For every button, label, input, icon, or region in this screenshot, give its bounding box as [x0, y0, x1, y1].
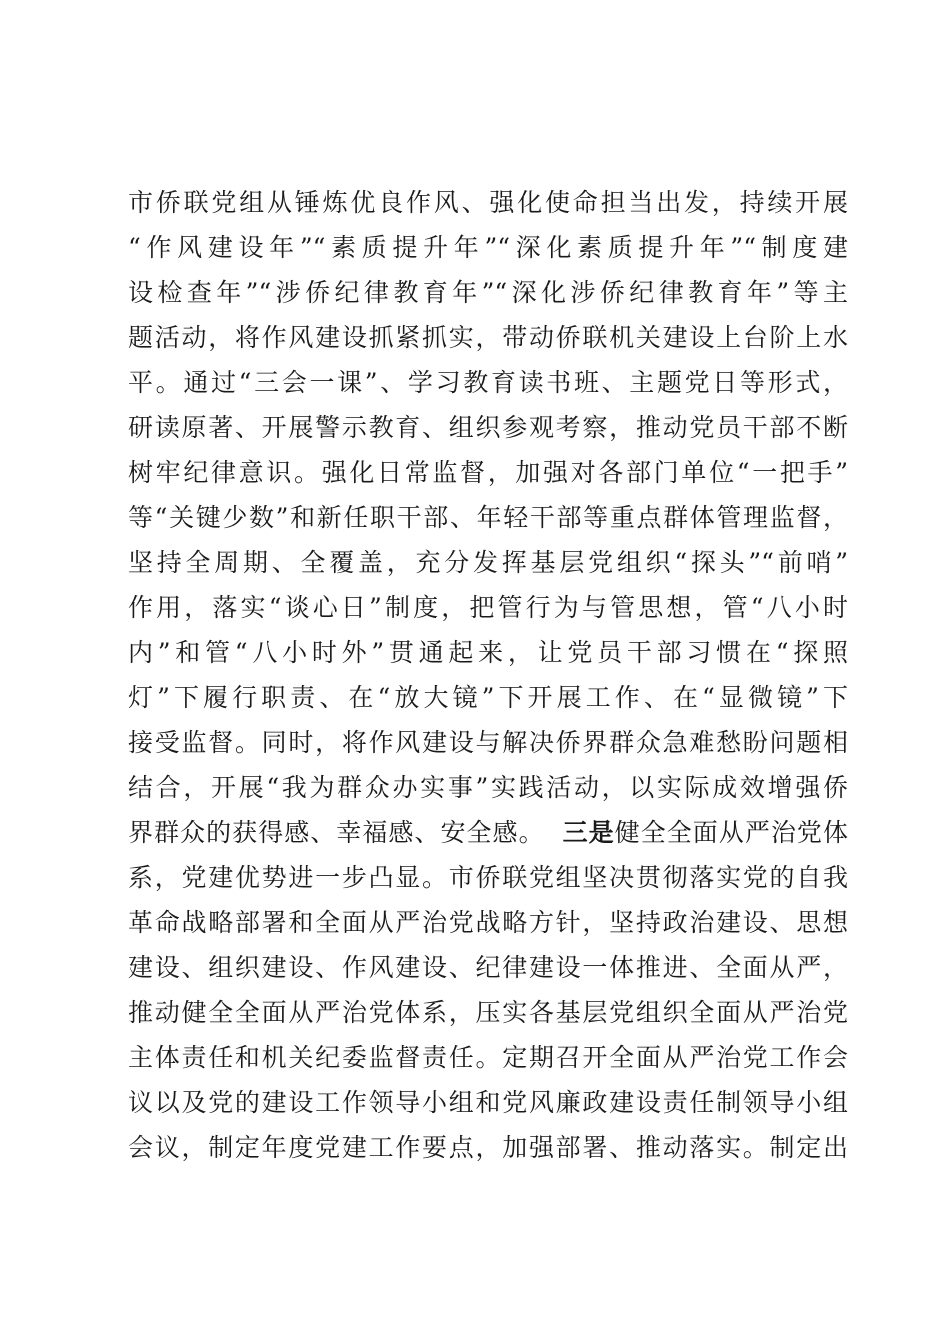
- text-line: 革命战略部署和全面从严治党战略方针，坚持政治建设、思想: [128, 908, 848, 937]
- text-line: 接受监督。同时，将作风建设与解决侨界群众急难愁盼问题相: [128, 728, 848, 757]
- text-line: 系，党建优势进一步凸显。市侨联党组坚决贯彻落实党的自我: [128, 863, 848, 892]
- text-segment: 界群众的获得感、幸福感、安全感。: [128, 818, 563, 847]
- text-line: “作风建设年”“素质提升年”“深化素质提升年”“制度建: [128, 233, 848, 262]
- text-line: 议以及党的建设工作领导小组和党风廉政建设责任制领导小组: [128, 1088, 848, 1117]
- text-line: 会议，制定年度党建工作要点，加强部署、推动落实。制定出: [128, 1133, 848, 1162]
- text-line: 建设、组织建设、作风建设、纪律建设一体推进、全面从严，: [128, 953, 848, 982]
- text-line: 内”和管“八小时外”贯通起来，让党员干部习惯在“探照: [128, 638, 848, 667]
- text-line: 主体责任和机关纪委监督责任。定期召开全面从严治党工作会: [128, 1043, 848, 1072]
- text-line: 市侨联党组从锤炼优良作风、强化使命担当出发，持续开展: [128, 188, 848, 217]
- text-line: 研读原著、开展警示教育、组织参观考察，推动党员干部不断: [128, 413, 848, 442]
- body-paragraph: [128, 180, 848, 1170]
- text-line: 推动健全全面从严治党体系，压实各基层党组织全面从严治党: [128, 998, 848, 1027]
- text-line: 树牢纪律意识。强化日常监督，加强对各部门单位“一把手”: [128, 458, 848, 487]
- text-line: 等“关键少数”和新任职干部、年轻干部等重点群体管理监督，: [128, 503, 848, 532]
- text-line: 灯”下履行职责、在“放大镜”下开展工作、在“显微镜”下: [128, 683, 848, 712]
- text-line: 坚持全周期、全覆盖，充分发挥基层党组织“探头”“前哨”: [128, 548, 848, 577]
- text-segment: 健全全面从严治党体: [614, 818, 848, 847]
- text-line: 结合，开展“我为群众办实事”实践活动，以实际成效增强侨: [128, 773, 848, 802]
- text-line-mixed: [128, 810, 848, 855]
- emphasis-heading: 三是: [562, 818, 615, 847]
- text-line: 设检查年”“涉侨纪律教育年”“深化涉侨纪律教育年”等主: [128, 278, 848, 307]
- text-line: 题活动，将作风建设抓紧抓实，带动侨联机关建设上台阶上水: [128, 323, 848, 352]
- text-line: 平。通过“三会一课”、学习教育读书班、主题党日等形式，: [128, 368, 848, 397]
- text-line: 作用，落实“谈心日”制度，把管行为与管思想，管“八小时: [128, 593, 848, 622]
